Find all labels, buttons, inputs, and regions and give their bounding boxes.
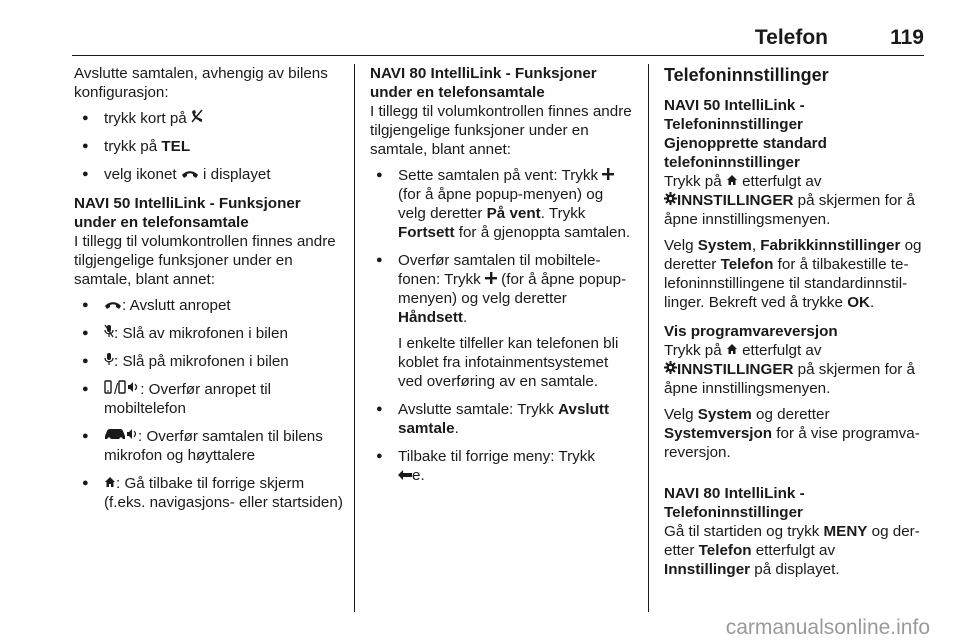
restore-step-2: Velg System, Fabrikkinnstillinger og deretter Telefon for å tilbakestille telefoninnstillingene til standardinnstillinger. Bekreft ved å trykke OK. — [664, 237, 922, 311]
home-icon — [726, 341, 738, 360]
list-item: ● Sette samtalen på vent: Trykk (for å åpne popup-menyen) og velg deretter På vent. Trykk Fortsett for å gjenoppta samtalen. — [370, 166, 632, 242]
list-item: ● trykk på TEL — [74, 137, 344, 156]
back-arrow-icon — [398, 466, 412, 485]
list-item: ● : Gå tilbake til forrige skjerm (f.eks. navigasjons- eller startsiden) — [74, 474, 344, 512]
list-item: ● trykk kort på — [74, 109, 344, 128]
car-speaker-icon — [104, 427, 138, 446]
section-title-navi50: NAVI 50 IntelliLink - Funksjoner under en telefonsamtale — [74, 195, 301, 231]
list-item: ● Avslutte samtale: Trykk Avslutt samtale. — [370, 400, 632, 438]
list-item: ● Overfør samtalen til mobiltelefonen: Trykk (for å åpne popup-menyen) og velg deretter Håndsett. I enkelte tilfeller kan telefonen bli koblet fra infotainmentsystemet ved overføring av en samtale. — [370, 251, 632, 391]
list-item: ● velg ikonet i displayet — [74, 165, 344, 184]
handset-speaker-icon — [118, 380, 140, 399]
section-intro-navi50: I tillegg til volumkontrollen finnes andre tilgjengelige funksjoner under en samtale, blant annet: — [74, 233, 336, 288]
column-divider-1 — [354, 64, 355, 612]
version-step-2: Velg System og deretter Systemversjon for å vise programvareversjon. — [664, 406, 920, 461]
list-item: ● : Slå på mikrofonen i bilen — [74, 352, 344, 371]
column-divider-2 — [648, 64, 649, 612]
list-item: ● Tilbake til forrige meny: Trykk e. — [370, 447, 632, 485]
phone-mute-icon — [191, 109, 203, 128]
restore-defaults-title: Gjenopprette standard telefoninnstillinger — [664, 135, 827, 171]
page-number: 119 — [890, 26, 924, 49]
navi80-settings-step: Gå til startiden og trykk MENY og deretter Telefon etterfulgt av Innstillinger på displayet. — [664, 523, 920, 578]
hangup-icon — [181, 165, 199, 184]
list-item: ● / : Overfør anropet til mobiltelefon — [74, 380, 344, 418]
handset-transfer-icon — [104, 380, 114, 399]
plus-icon — [485, 270, 497, 289]
list-item: ● : Overfør samtalen til bilens mikrofon og høyttalere — [74, 427, 344, 465]
mic-on-icon — [104, 352, 114, 371]
watermark-text: carmanualsonline.info — [725, 616, 930, 639]
hangup-icon — [104, 296, 122, 315]
settings-gear-icon — [664, 360, 677, 379]
page-title: Telefon — [754, 26, 828, 49]
note-text: I enkelte tilfeller kan telefonen bli koblet fra infotainmentsystemet ved overføring av en samtale. — [398, 335, 619, 390]
header-rule — [72, 55, 924, 56]
main-section-title: Telefoninnstillinger — [664, 65, 829, 85]
page-header — [72, 22, 924, 56]
list-item: ● : Avslutt anropet — [74, 296, 344, 315]
navi80-function-list — [370, 166, 632, 485]
column-3 — [664, 64, 928, 579]
software-version-title: Vis programvareversjon — [664, 323, 838, 340]
navi80-settings-title: NAVI 80 IntelliLink - Telefoninnstillinger — [664, 485, 805, 521]
column-2 — [370, 64, 632, 495]
restore-step-1: Trykk på etterfulgt av INNSTILLINGER på skjermen for å åpne innstillingsmenyen. — [664, 173, 915, 228]
home-icon — [726, 172, 738, 191]
section-title-navi80: NAVI 80 IntelliLink - Funksjoner under en telefonsamtale — [370, 65, 597, 101]
home-icon — [104, 474, 116, 493]
navi50-function-list — [74, 296, 344, 512]
list-item: ● : Slå av mikrofonen i bilen — [74, 324, 344, 343]
plus-icon — [602, 166, 614, 185]
section-intro-navi80: I tillegg til volumkontrollen finnes andre tilgjengelige funksjoner under en samtale, blant annet: — [370, 103, 632, 158]
end-call-list — [74, 109, 344, 184]
settings-gear-icon — [664, 191, 677, 210]
column-1 — [74, 64, 344, 522]
mic-off-icon — [104, 324, 114, 343]
navi50-settings-title: NAVI 50 IntelliLink - Telefoninnstillinger — [664, 97, 805, 133]
intro-text: Avslutte samtalen, avhengig av bilens konfigurasjon: — [74, 65, 328, 101]
version-step-1: Trykk på etterfulgt av INNSTILLINGER på skjermen for å åpne innstillingsmenyen. — [664, 342, 915, 397]
